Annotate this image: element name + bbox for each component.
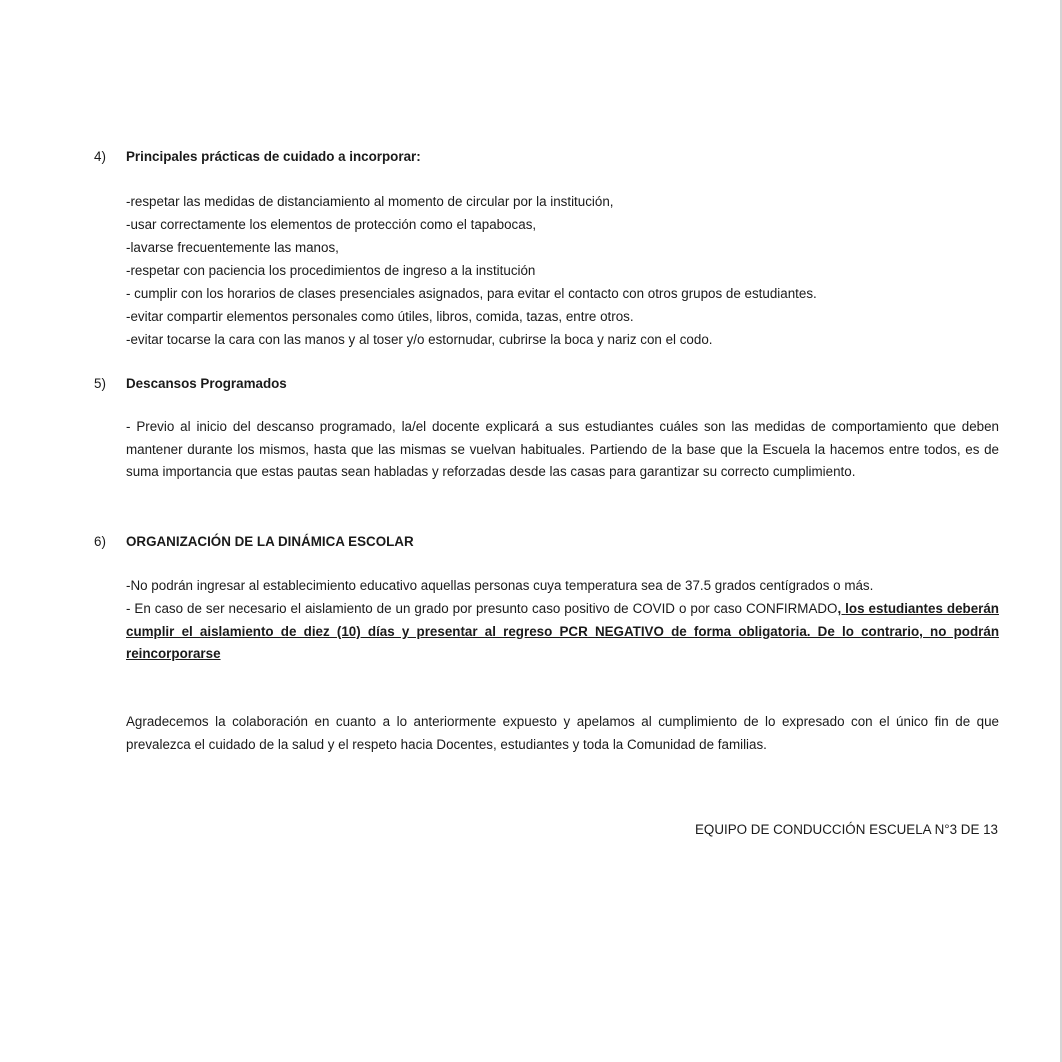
section-5-heading <box>94 376 287 391</box>
isolation-rule-comma: , <box>837 601 846 616</box>
section-6-heading <box>94 534 414 549</box>
list-item: -respetar las medidas de distanciamiento al momento de circular por la institución, <box>126 194 614 209</box>
isolation-rule-emphasis: los estudiantes deberán cumplir el aislamiento de diez (10) días y presentar al regreso PCR NEGATIVO de forma obligatoria. De lo contrario, no podrán reincorporarse <box>126 601 999 662</box>
isolation-rule <box>126 598 999 666</box>
breaks-paragraph: - Previo al inicio del descanso programado, la/el docente explicará a sus estudiantes cuáles son las medidas de comportamiento que deben mantener durante los mismos, hasta que las mismas se vuelvan habituales. Partiendo de la base que la Escuela la hacemos entre todos, es de suma importancia que estas pautas sean habladas y reforzadas desde las casas para garantizar su correcto cumplimiento. <box>126 419 999 480</box>
isolation-rule-text: - En caso de ser necesario el aislamiento de un grado por presunto caso positivo de COVID o por caso CONFIRMADO <box>126 601 838 616</box>
section-5-number: 5) <box>94 376 106 391</box>
list-item: - cumplir con los horarios de clases presenciales asignados, para evitar el contacto con otros grupos de estudiantes. <box>126 286 817 301</box>
list-item: -lavarse frecuentemente las manos, <box>126 240 339 255</box>
temperature-rule: -No podrán ingresar al establecimiento educativo aquellas personas cuya temperatura sea de 37.5 grados centígrados o más. <box>126 578 874 593</box>
care-practices-list <box>126 190 998 351</box>
section-5-title: Descansos Programados <box>126 376 287 391</box>
section-4-number: 4) <box>94 149 106 164</box>
list-item: -respetar con paciencia los procedimientos de ingreso a la institución <box>126 263 536 278</box>
closing-paragraph: Agradecemos la colaboración en cuanto a lo anteriormente expuesto y apelamos al cumplimiento de lo expresado con el único fin de que prevalezca el cuidado de la salud y el respeto hacia Docentes, estudiantes y toda la Comunidad de familias. <box>126 714 999 752</box>
list-item: -evitar compartir elementos personales como útiles, libros, comida, tazas, entre otros. <box>126 309 634 324</box>
section-6-number: 6) <box>94 534 106 549</box>
section-4-heading <box>94 149 421 164</box>
list-item: -usar correctamente los elementos de protección como el tapabocas, <box>126 217 537 232</box>
list-item: -evitar tocarse la cara con las manos y al toser y/o estornudar, cubrirse la boca y nariz con el codo. <box>126 332 713 347</box>
section-6-title: ORGANIZACIÓN DE LA DINÁMICA ESCOLAR <box>126 534 414 549</box>
section-4-title: Principales prácticas de cuidado a incorporar: <box>126 149 421 164</box>
signature: EQUIPO DE CONDUCCIÓN ESCUELA N°3 DE 13 <box>695 822 998 837</box>
